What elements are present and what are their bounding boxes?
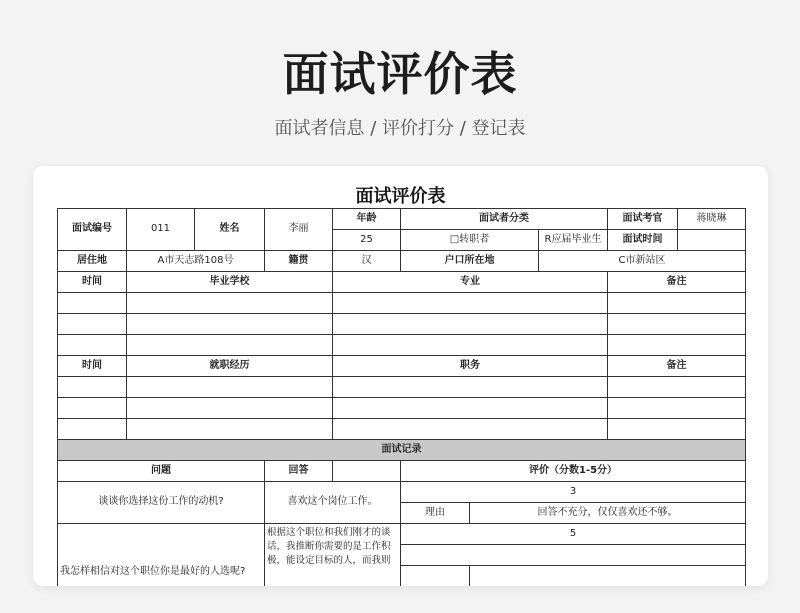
- time-value[interactable]: [678, 230, 746, 251]
- record-section-row: [58, 440, 746, 461]
- answer-2[interactable]: 根据这个职位和我们刚才的谈话，我推断你需要的是工作积极，能设定目标的人，而我则: [265, 524, 401, 587]
- record-section-title: 面试记录: [58, 440, 746, 461]
- education-row: [58, 293, 746, 314]
- work-row: [58, 377, 746, 398]
- score-1[interactable]: 3: [401, 482, 746, 503]
- question-2: 我怎样相信对这个职位你是最好的人选呢?: [58, 524, 265, 587]
- age-label: 年龄: [333, 209, 401, 230]
- sheet-title: 面试评价表: [355, 186, 446, 207]
- hukou-label: 户口所在地: [401, 251, 539, 272]
- answer-1[interactable]: 喜欢这个岗位工作。: [265, 482, 401, 524]
- work-position-header: 职务: [333, 356, 608, 377]
- record-item-row: [58, 482, 746, 503]
- age-value[interactable]: 25: [333, 230, 401, 251]
- id-label: 面试编号: [58, 209, 127, 251]
- work-time-header: 时间: [58, 356, 127, 377]
- page-title: 面试评价表: [282, 47, 518, 101]
- origin-value[interactable]: 汉: [333, 251, 401, 272]
- residence-value[interactable]: A市天志路108号: [127, 251, 265, 272]
- record-header-row: [58, 461, 746, 482]
- education-header-row: [58, 272, 746, 293]
- work-header-row: [58, 356, 746, 377]
- edu-school-header: 毕业学校: [127, 272, 333, 293]
- time-label: 面试时间: [608, 230, 678, 251]
- work-experience-header: 就职经历: [127, 356, 333, 377]
- education-row: [58, 314, 746, 335]
- category-option-transfer[interactable]: □转职者: [401, 230, 539, 251]
- reason-label-1: 理由: [401, 503, 470, 524]
- id-value[interactable]: 011: [127, 209, 195, 251]
- interviewer-label: 面试考官: [608, 209, 678, 230]
- reason-2[interactable]: [470, 566, 746, 587]
- evaluation-form-table: [57, 208, 746, 586]
- residence-label: 居住地: [58, 251, 127, 272]
- form-card: [33, 166, 768, 586]
- question-1: 谈谈你选择这份工作的动机?: [58, 482, 265, 524]
- answer-header: 回答: [265, 461, 333, 482]
- category-option-graduate[interactable]: R应届毕业生: [539, 230, 608, 251]
- work-row: [58, 398, 746, 419]
- score-2[interactable]: 5: [401, 524, 746, 545]
- edu-note-header: 备注: [608, 272, 746, 293]
- edu-time-header: 时间: [58, 272, 127, 293]
- info-row-1: [58, 209, 746, 230]
- reason-1[interactable]: 回答不充分，仅仅喜欢还不够。: [470, 503, 746, 524]
- work-note-header: 备注: [608, 356, 746, 377]
- hukou-value[interactable]: C市新站区: [539, 251, 746, 272]
- education-row: [58, 335, 746, 356]
- page-subtitle: 面试者信息 / 评价打分 / 登记表: [274, 118, 526, 139]
- work-row: [58, 419, 746, 440]
- question-header: 问题: [58, 461, 265, 482]
- origin-label: 籍贯: [265, 251, 333, 272]
- category-label: 面试者分类: [401, 209, 608, 230]
- name-label: 姓名: [195, 209, 265, 251]
- rating-header: 评价（分数1-5分）: [401, 461, 746, 482]
- record-item-row: [58, 524, 746, 545]
- info-row-3: [58, 251, 746, 272]
- reason-label-2: [401, 566, 470, 587]
- interviewer-value[interactable]: 蒋晓琳: [678, 209, 746, 230]
- name-value[interactable]: 李丽: [265, 209, 333, 251]
- edu-major-header: 专业: [333, 272, 608, 293]
